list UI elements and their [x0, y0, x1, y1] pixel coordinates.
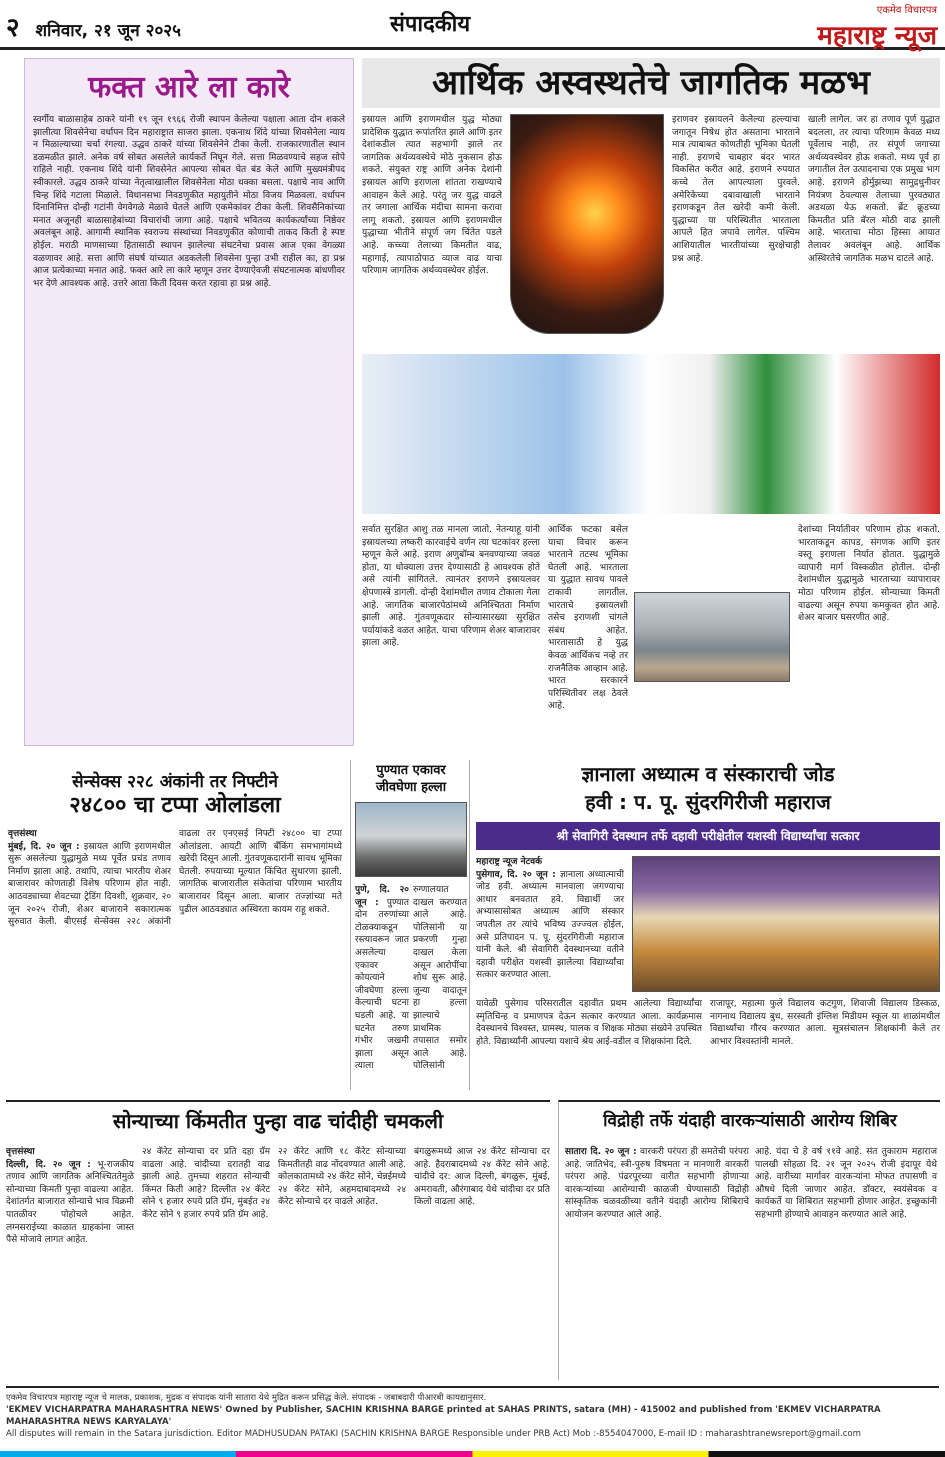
main-editorial-headline: आर्थिक अस्वस्थतेचे जागतिक मळभ — [362, 58, 940, 108]
masthead — [0, 0, 945, 50]
gold-col4: बंगळुरूमध्ये आज २४ कॅरेट सोन्याचा दर आहे. हैदराबादमध्ये २४ कॅरेट सोने आहे. चांदीचे दर: आज दिल्ली, बंगळुरू, मुंबई, अमरावती, औरंगाबाद येथे चांदीचा दर प्रति किलो वाढला आहे. — [414, 1147, 550, 1208]
gold-text-col1: भू-राजकीय तणाव आणि जागतिक अनिश्चिततेमुळे सोन्याच्या किमती पुन्हा वाढल्या आहेत. देशांतर्गत बाजारात सोन्याचे भाव विक्रमी पातळीवर पोहोचले आहेत. लग्नसराईच्या काळात ग्राहकांना जास्त पैसे मोजावे लागत आहेत. — [6, 1159, 134, 1246]
maharaj-story — [476, 760, 940, 1090]
main-col-2: इराणवर इस्रायलने केलेल्या हल्ल्याचा जगातून निषेध होत असताना भारताने मात्र त्याबाबत कोणतीही भूमिका घेतली नाही. इराणचे चाबहार बंदर भारत विकसित करीत आहे. इराणने रुपयात कच्चे तेल आपल्याला पुरवले. अमेरिकेच्या दबावाखाली भारताने इराणकडून तेल खरेदी कमी केली. युद्धाच्या या परिस्थितीत भारताला आपले हित जपावे लागेल. पश्चिम आशियातील भारतीयांच्या सुरक्षेचाही प्रश्न आहे. — [672, 115, 800, 264]
gold-col2: २४ कॅरेट सोन्याचा दर प्रति दहा ग्रॅम वाढला आहे. चांदीच्या दरातही वाढ झाली आहे. तुमच्या शहरात सोन्याची किंमत किती आहे? दिल्लीत २४ कॅरेट सोने ९ हजार रुपये प्रति ग्रॅम, मुंबईत २४ कॅरेट सोने ९ हजार रुपये प्रति ग्रॅम आहे. — [142, 1147, 270, 1220]
main-bottom-col-2: आर्थिक फटका बसेल याचा विचार करून भारताने तटस्थ भूमिका घेतली आहे. भारताला या युद्धात सावध पावले टाकावी लागतील. भारताचे इस्रायलशी तसेच इराणशी चांगले संबंध आहेत. भारतासाठी हे युद्ध केवळ आर्थिकच नव्हे तर राजनैतिक आव्हान आहे. भारत सरकारने परिस्थितीवर लक्ष ठेवले आहे. — [548, 525, 628, 712]
felicitation-photo — [632, 856, 940, 992]
left-editorial — [24, 58, 354, 746]
gold-story — [6, 1100, 550, 1380]
maharaj-col1 — [476, 856, 624, 992]
attack-story — [350, 760, 470, 1090]
sensex-source: वृत्तसंस्था — [8, 829, 37, 839]
brand-name: महाराष्ट्र न्यूज — [817, 21, 937, 51]
imprint-line2: 'EKMEV VICHARPATRA MAHARASHTRA NEWS' Owned by Publisher, SACHIN KRISHNA BARGE printed at SAHAS PRINTS, satara (MH) - 415002 and published from 'EKMEV VICHARPATRA MAHARASHTRA NEWS KARYALAYA' — [6, 1405, 881, 1427]
imprint-line1: एकमेव विचारपत्र महाराष्ट्र न्यूज चे मालक, प्रकाशक, मुद्रक व संपादक यांनी सातारा येथे मुद्रित करून प्रसिद्ध केले. संपादक - जबाबदारी पीआरबी कायद्यानुसार. — [6, 1393, 487, 1403]
maharaj-col2: यावेळी पुसेगाव परिसरातील दहावीत प्रथम आलेल्या विद्यार्थ्यांचा स्मृतिचिन्ह व प्रमाणपत्र देऊन सत्कार करण्यात आला. कार्यक्रमास देवस्थानचे विश्वस्त, ग्रामस्थ, पालक व शिक्षक मोठ्या संख्येने उपस्थित होते. विद्यार्थ्यांनी आपल्या यशाचे श्रेय आई-वडील व शिक्षकांना दिले. — [476, 999, 702, 1047]
health-text-col1: वारकरी परंपरा ही समतेची परंपरा आहे. जातिभेद, स्त्री-पुरुष विषमता न मानणारी वारकरी परंपरा आहे. पंढरपूरच्या वारीत सहभागी होणाऱ्या वारकऱ्यांच्या आरोग्याची काळजी घेण्यासाठी विद्रोही सांस्कृतिक चळवळीच्या वतीने यंदाही आरोग्य शिबिराचे आयोजन करण्यात आले आहे. — [565, 1147, 749, 1220]
main-bottom-col-1: सर्वात सुरक्षित आशु तळ मानला जातो. नेतन्याहू यांनी इस्रायलच्या लष्करी कारवाईचे वर्णन त्या घटकांवर हल्ला म्हणून केले आहे. इराण अणुबॉम्ब बनवण्याच्या जवळ होता, या धोक्याला उत्तर देण्यासाठी हे आवश्यक होते असे त्यांनी सांगितले. त्यानंतर इराणने इस्रायलवर क्षेपणास्त्रे डागली. दोन्ही देशांमधील तणाव टोकाला गेला आहे. जागतिक बाजारपेठांमध्ये अनिश्चितता निर्माण झाली आहे. गुंतवणूकदार सोन्यासारख्या सुरक्षित पर्यायांकडे वळत आहेत. याचा परिणाम शेअर बाजारावर झाला आहे. — [362, 525, 540, 649]
israel-iran-fists-image — [362, 354, 940, 514]
sensex-body — [8, 828, 342, 1088]
street-photo — [355, 802, 467, 877]
gold-source: वृत्तसंस्था — [6, 1147, 35, 1157]
sensex-story — [6, 770, 344, 1090]
imprint-footer — [6, 1386, 939, 1446]
attack-headline-line1: पुण्यात एकावर — [376, 763, 446, 778]
brand-logo — [817, 2, 937, 52]
page-number: २ — [6, 13, 20, 43]
sensex-dateline: मुंबई, दि. २० जून : — [8, 841, 80, 852]
left-editorial-headline: फक्त आरे ला कारे — [88, 70, 290, 105]
health-col2: आहे. यंदा चे हे वर्ष ११वे आहे. संत तुकाराम महाराज पालखी सोहळा दि. २१ जून २०२५ रोजी इंदापूर येथे आहे. वारीच्या मार्गावर वारकऱ्यांना मोफत तपासणी व औषधे दिली जाणार आहेत. डॉक्टर, स्वयंसेवक व कार्यकर्ते या शिबिरात सहभागी होणार आहेत. इच्छुकांनी सहभागी होण्याचे आवाहन करण्यात आले आहे. — [755, 1147, 937, 1220]
health-headline: विद्रोही तर्फे यंदाही वारकऱ्यांसाठी आरोग्य शिबिर — [603, 1111, 897, 1131]
sensex-headline-line1: सेन्सेक्स २२८ अंकांनी तर निफ्टीने — [72, 772, 278, 792]
health-dateline: सातारा दि. २० जून : — [565, 1147, 637, 1157]
maharaj-headline-line2: हवी : प. पू. सुंदरगिरीजी महाराज — [585, 790, 831, 814]
maharaj-col3: राजापूर, महात्मा फुले विद्यालय कटगुण, शिवाजी विद्यालय डिस्कळ, नागनाथ विद्यालय बुध, सरस्वती इंग्लिश मिडीयम स्कूल या शाळांमधील विद्यार्थ्यांचा गौरव करण्यात आला. सूत्रसंचालन शिक्षकांनी केले तर आभार विश्वस्तांनी मानले. — [710, 999, 940, 1047]
gold-headline: सोन्याच्या किंमतीत पुन्हा वाढ चांदीही चमकली — [112, 1109, 444, 1133]
maharaj-headline — [476, 760, 940, 816]
attack-dateline: पुणे, दि. २० जून : — [355, 885, 409, 908]
city-smoke-photo — [634, 592, 790, 682]
main-editorial-columns — [362, 114, 940, 744]
issue-date: शनिवार, २१ जून २०२५ — [35, 21, 181, 41]
gold-dateline: दिल्ली, दि. २० जून : — [6, 1159, 91, 1170]
maharaj-headline-line1: ज्ञानाला अध्यात्म व संस्काराची जोड — [581, 762, 835, 786]
main-bottom-col-3: देशांच्या निर्यातीवर परिणाम होऊ शकतो. भारताकडून कापड, संगणक आणि इतर वस्तू इराणला निर्यात होतात. युद्धामुळे व्यापारी मार्ग विस्कळीत होतील. दोन्ही देशांमधील युद्धामुळे भारताच्या व्यापारावर मोठा परिणाम होईल. सोन्याच्या किमती वाढल्या असून रुपया कमकुवत होत आहे. शेअर बाजार घसरणीत आहे. — [798, 525, 940, 624]
maharaj-source: महाराष्ट्र न्यूज नेटवर्क — [476, 857, 543, 867]
main-col-3: खाली लागेल. जर हा तणाव पूर्ण युद्धात बदलला, तर त्याचा परिणाम केवळ मध्य पूर्वेलाच नाही, तर संपूर्ण जगाच्या अर्थव्यवस्थेवर होऊ शकतो. मध्य पूर्व हा जगातील तेल उत्पादनाचा एक प्रमुख भाग आहे. इराणने होर्मुझच्या सामुद्रधुनीवर नियंत्रण ठेवल्यास तेलाच्या पुरवठ्यात अडथळा येऊ शकतो. ब्रेंट क्रूडच्या किमतीत प्रति बॅरल मोठी वाढ झाली आहे. भारताचा मोठा हिस्सा आयात तेलावर अवलंबून आहे. आर्थिक अस्थिरतेचे जागतिक मळभ दाटले आहे. — [808, 115, 940, 264]
brand-tagline: एकमेव विचारपत्र — [876, 5, 937, 16]
sensex-text: इस्रायल आणि इराणमधील सुरू असलेल्या युद्धामुळे मध्य पूर्वेत प्रचंड तणाव निर्माण झाला आहे. तथापि, त्याचा भारतीय शेअर बाजारावर कोणताही विशेष परिणाम होत नाही. आठवड्याच्या शेवटच्या ट्रेडिंग दिवशी, शुक्रवार, २० जून २०२५ रोजी, शेअर बाजाराने सकारात्मक सुरुवात केली. बीएसई सेन्सेक्स २२८ अंकांनी वाढला तर एनएसई निफ्टी २४८०० चा टप्पा ओलांडला. आयटी आणि बँकिंग समभागांमध्ये खरेदी दिसून आली. गुंतवणूकदारांनी सावध भूमिका घेतली. रुपयाच्या मूल्यात किंचित सुधारणा झाली. जागतिक बाजारातील संकेतांचा परिणाम भारतीय बाजारावर दिसून आला. बाजार तज्ज्ञांच्या मते पुढील आठवड्यात अस्थिरता कायम राहू शकते. — [8, 829, 342, 928]
maharaj-text-col1: ज्ञानाला अध्यात्माची जोड हवी. अध्यात्म मानवाला जगण्याचा आधार बनवतात हवे. विद्यार्थी जर अभ्यासासोबत अध्यात्म आणि संस्कार जपतील तर त्यांचे भविष्य उज्ज्वल होईल, असे प्रतिपादन प. पू. सुंदरगिरीजी महाराज यांनी केले. श्री सेवागिरी देवस्थानच्या वतीने दहावी परीक्षेत यशस्वी झालेल्या विद्यार्थ्यांचा सत्कार करण्यात आला. — [476, 869, 624, 981]
attack-text: पुण्यात दोन तरुणांच्या टोळक्याकडून रस्त्यावरून जात असलेल्या एकावर कोयत्याने जीवघेणा हल्ला केल्याची घटना घडली आहे. या घटनेत तरुण गंभीर जखमी झाला असून त्याला रुग्णालयात दाखल करण्यात आले आहे. पोलिसांनी या प्रकरणी गुन्हा दाखल केला असून आरोपींचा शोध सुरू आहे. जुन्या वादातून हा हल्ला झाल्याचे प्राथमिक तपासात समोर आले आहे. पोलिसांनी — [355, 885, 467, 1072]
print-color-bar — [0, 1451, 945, 1457]
attack-headline — [355, 762, 467, 796]
imprint-line3: All disputes will remain in the Satara jurisdiction. Editor MADHUSUDAN PATAKI (SACHIN KRISHNA BARGE Responsible under PRB Act) Mob :-8554047000, E-mail ID : maharashtranewsreport@gmail.com — [6, 1429, 861, 1439]
main-col-1: इस्रायल आणि इराणमधील युद्ध मोठ्या प्रादेशिक युद्धात रूपांतरित झाले आणि इतर देशांकडील त्यात सहभागी झाले तर जागतिक अर्थव्यवस्थेचे मोठे नुकसान होऊ शकते. संयुक्त राष्ट्र आणि अनेक देशांनी इस्रायल आणि इराणला शांतता राखण्याचे आवाहन केले आहे. परंतु जर युद्ध वाढले तर जगाला आर्थिक मंदीचा सामना करावा लागू शकतो. इस्रायल आणि इराणमधील युद्धाच्या भीतीने संपूर्ण जग चिंतेत पडले आहे. कच्च्या तेलाच्या किमतीत वाढ, महागाई, त्यापाठोपाठ व्याज वाढ याचा परिणाम जागतिक अर्थव्यवस्थेवर होईल. — [362, 115, 502, 277]
health-col1 — [565, 1146, 749, 1378]
maharaj-banner: श्री सेवागिरी देवस्थान तर्फे दहावी परीक्षेतील यशस्वी विद्यार्थ्यांचा सत्कार — [476, 822, 940, 850]
attack-headline-line2: जीवघेणा हल्ला — [375, 780, 447, 795]
attack-body — [355, 884, 467, 1084]
maharaj-dateline: पुसेगाव, दि. २० जून : — [476, 869, 556, 880]
masthead-left — [6, 8, 181, 44]
gold-col1 — [6, 1146, 134, 1378]
gold-col3: २२ कॅरेट आणि १८ कॅरेट सोन्याच्या किमतीतही वाढ नोंदवण्यात आली आहे. कोलकातामध्ये २४ कॅरेट सोने, चेन्नईमध्ये २४ कॅरेट सोने, अहमदाबादमध्ये २४ कॅरेट सोन्याचे दर वाढले आहेत. — [278, 1147, 406, 1208]
main-editorial — [362, 58, 940, 748]
fire-photo — [510, 114, 664, 334]
sensex-headline-line2: २४८०० चा टप्पा ओलांडला — [69, 793, 281, 818]
health-story — [558, 1100, 940, 1380]
section-title: संपादकीय — [390, 12, 471, 37]
left-editorial-body: स्वर्गीय बाळासाहेब ठाकरे यांनी १९ जून १९६६ रोजी स्थापन केलेल्या पक्षाला आता दोन शकले झालीत्या शिवसेनेचा वर्धापन दिन महाराष्ट्रात साजरा झाला. एकनाथ शिंदे यांच्या शिवसेनेला न्याय न मिळाल्याच्या चर्चा रंगल्या. उद्धव ठाकरे यांच्या शिवसेनेने टीका केली. राजकारणातील स्थान डळमळीत झाले. अनेक वर्ष सोबत असलेले कार्यकर्ते निघून गेले. सत्ता मिळवण्याचे सहज सोपे राहिले नाही. एकनाथ शिंदे यांनी शिवसेनेत आपल्या सोबत घेत बंड केले आणि मुख्यमंत्रीपद स्वीकारले. उद्धव ठाकरे यांच्या नेतृत्वाखालील शिवसेनेला मोठा धक्का बसला. पक्षाचे नाव आणि चिन्ह शिंदे गटाला मिळाले. विधानसभा निवडणुकीत महायुतीने मोठा विजय मिळवला. वर्धापन दिनानिमित्त दोन्ही गटांनी वेगवेगळे मेळावे घेतले आणि एकमेकांवर टीका केली. शिवसैनिकांच्या मनात अजूनही बाळासाहेबांच्या विचारांची जागा आहे. पक्षाचे भवितव्य कार्यकर्त्यांच्या निष्ठेवर अवलंबून आहे. आगामी स्थानिक स्वराज्य संस्थांच्या निवडणुकीत कोणाची ताकद किती हे स्पष्ट होईल. मराठी माणसाच्या हितासाठी स्थापन झालेल्या संघटनेचा प्रवास आज एका वेगळ्या वळणावर आहे. सत्ता आणि संघर्ष यांच्यात अडकलेली शिवसेना पुन्हा उभी राहील का, हा प्रश्न आज प्रत्येकाच्या मनात आहे. फक्त आरे ला कारे म्हणून उत्तर देण्याऐवजी संघटनात्मक बांधणीवर भर देणे आवश्यक आहे. उत्तरे आता किती दिवस करत रहावा हा प्रश्न आहे. — [33, 115, 345, 289]
sensex-headline — [6, 770, 344, 818]
